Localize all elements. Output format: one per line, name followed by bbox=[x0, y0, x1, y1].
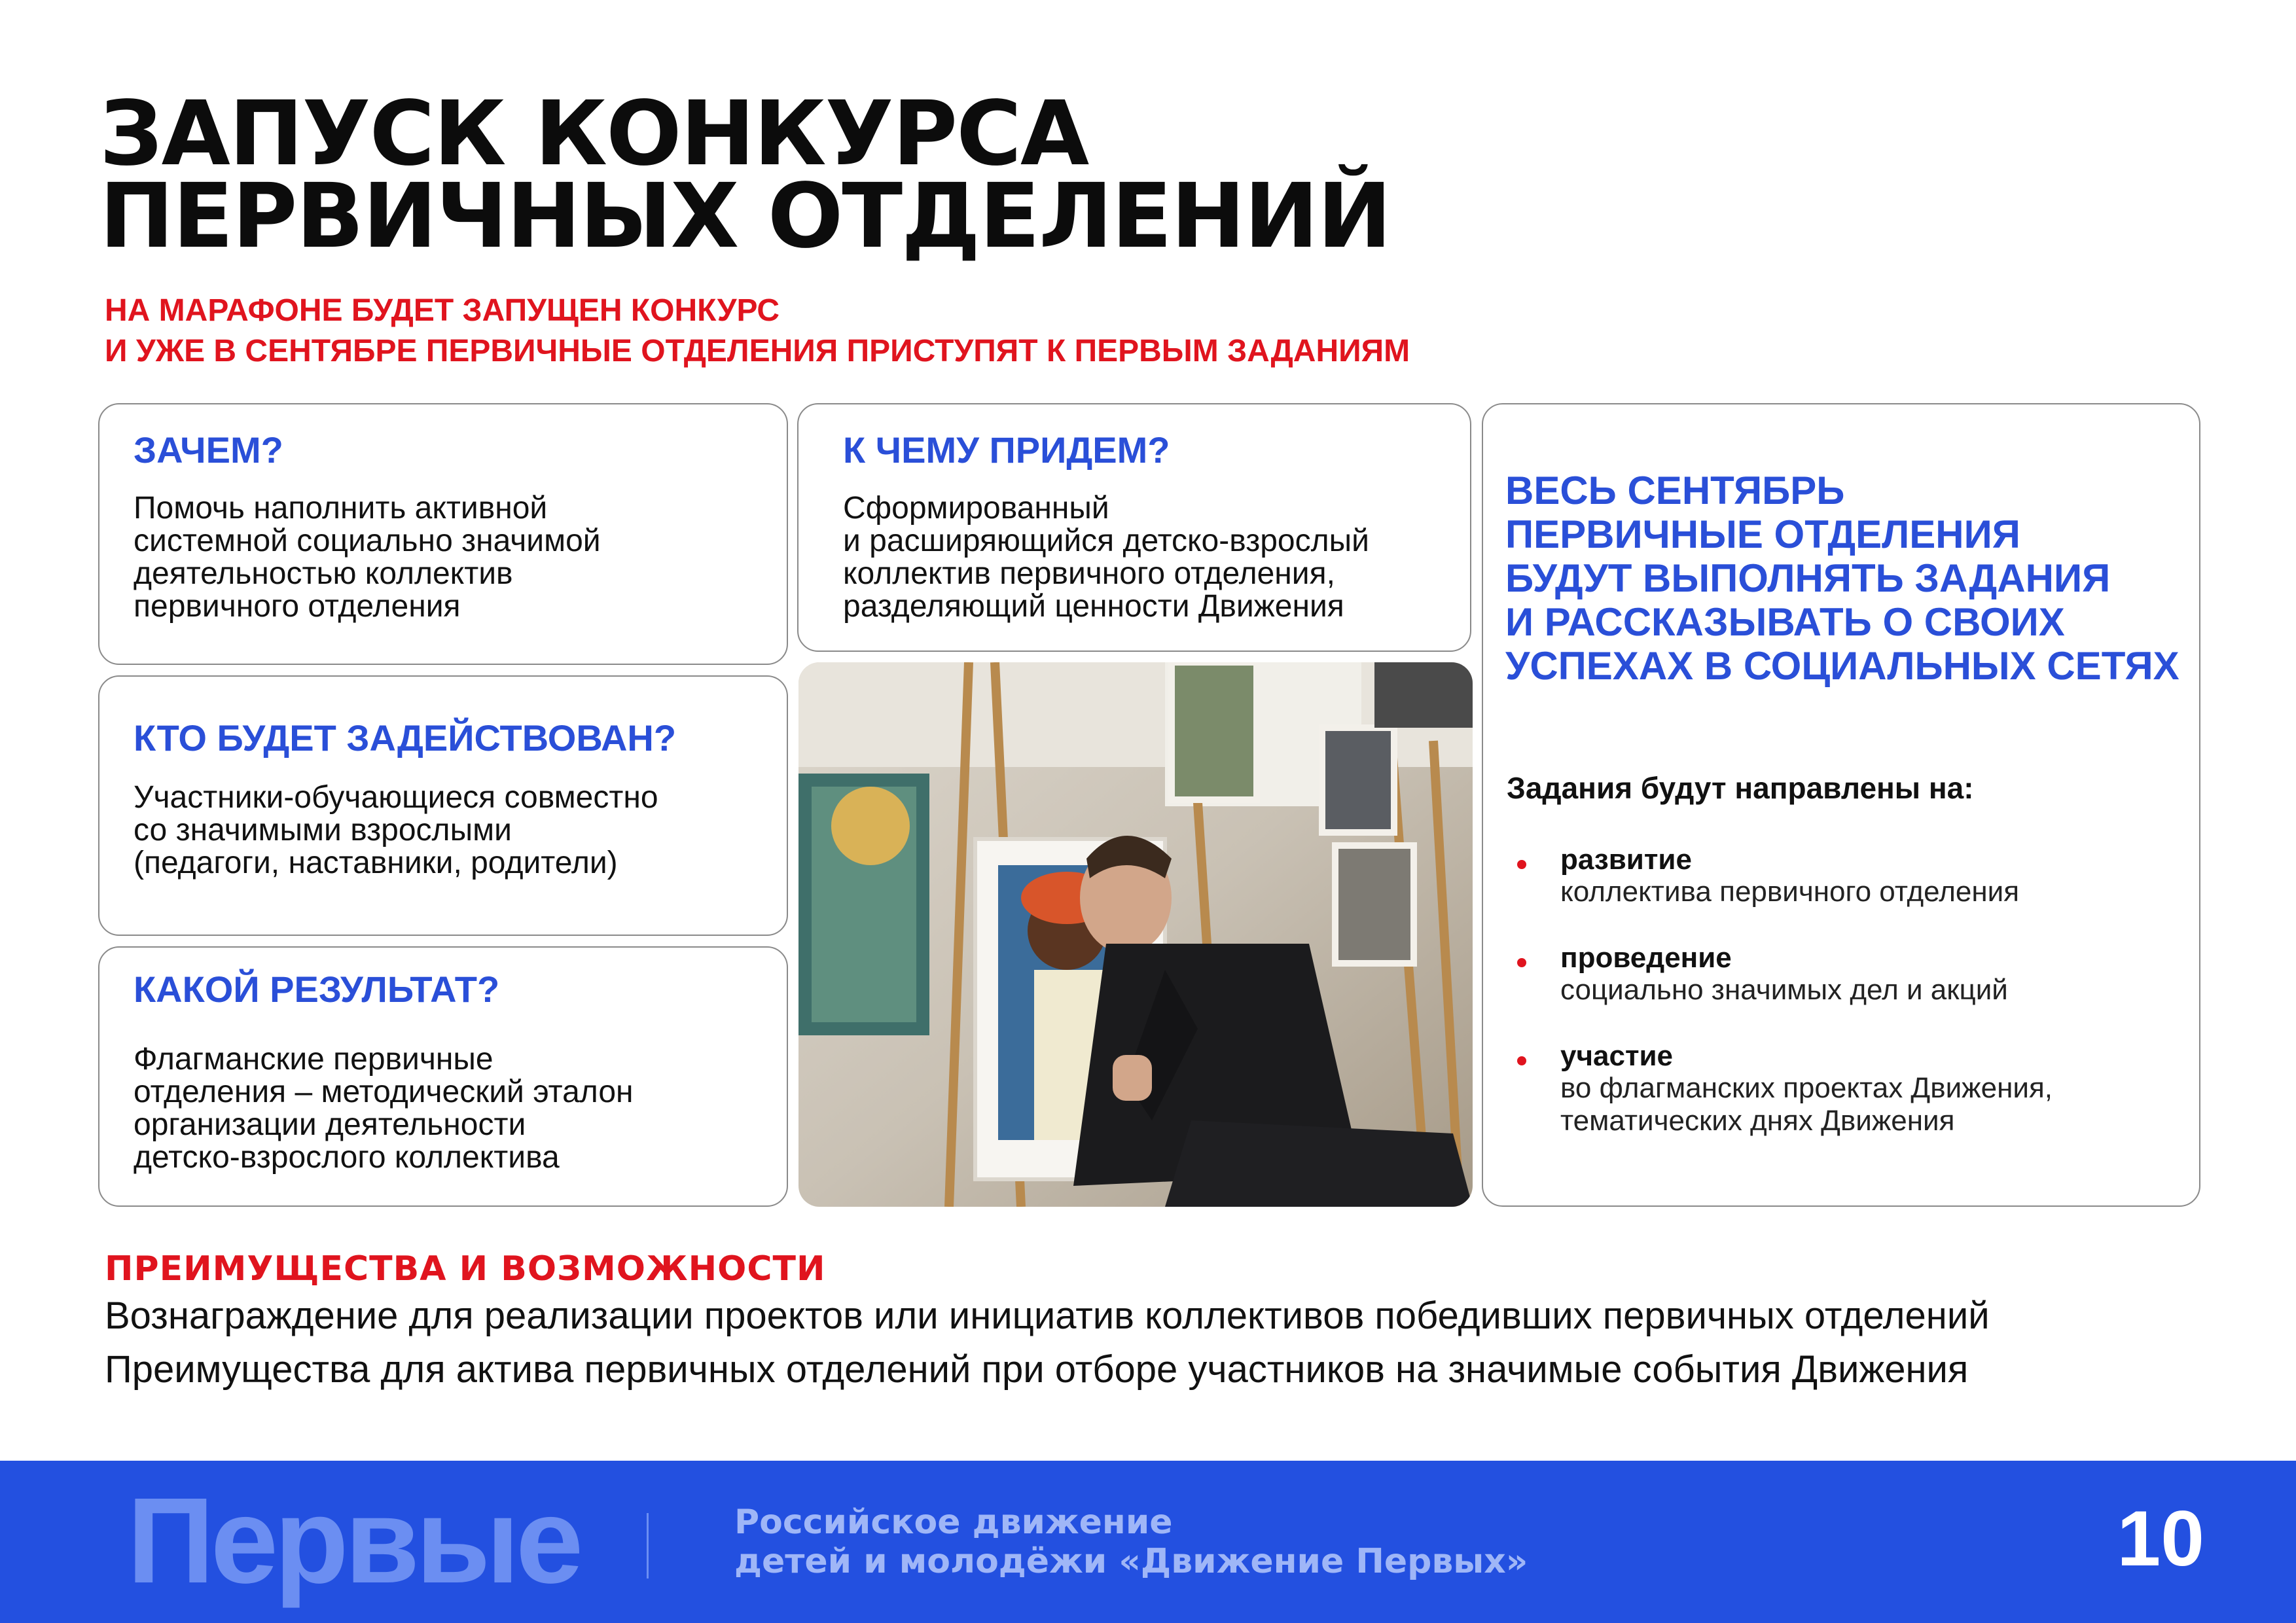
card-who-line: (педагоги, наставники, родители) bbox=[134, 846, 618, 880]
task-line: социально значимых дел и акций bbox=[1560, 974, 2008, 1006]
card-why-heading: ЗАЧЕМ? bbox=[134, 429, 283, 471]
task-line: тематических днях Движения bbox=[1560, 1105, 1955, 1137]
card-why-line: первичного отделения bbox=[134, 589, 461, 624]
card-who bbox=[98, 675, 788, 936]
page-title bbox=[99, 82, 1801, 268]
organization-name bbox=[734, 1503, 1528, 1581]
bullet-dot-icon bbox=[1517, 1056, 1526, 1065]
task-description bbox=[1560, 1072, 2162, 1137]
card-result-line: отделения – методический эталон bbox=[134, 1075, 634, 1109]
card-result bbox=[98, 946, 788, 1207]
page-subtitle-line-1: НА МАРАФОНЕ БУДЕТ ЗАПУЩЕН КОНКУРС bbox=[105, 293, 780, 328]
art-exhibition-photo bbox=[798, 662, 1473, 1207]
task-line: коллектива первичного отделения bbox=[1560, 876, 2020, 908]
organization-name-line-2: детей и молодёжи «Движение Первых» bbox=[734, 1542, 1528, 1581]
footer-divider bbox=[647, 1513, 649, 1578]
card-result-line: детско-взрослого коллектива bbox=[134, 1140, 560, 1175]
card-why-line: системной социально значимой bbox=[134, 524, 601, 558]
card-outcome-line: и расширяющийся детско-взрослый bbox=[843, 524, 1369, 558]
advantages-line-2: Преимущества для актива первичных отделений при отборе участников на значимые события Движения bbox=[105, 1348, 1969, 1391]
task-description bbox=[1560, 876, 2162, 908]
card-outcome-body bbox=[843, 492, 1444, 623]
card-result-heading: КАКОЙ РЕЗУЛЬТАТ? bbox=[134, 969, 500, 1010]
card-who-heading: КТО БУДЕТ ЗАДЕЙСТВОВАН? bbox=[134, 717, 677, 758]
card-outcome-line: разделяющий ценности Движения bbox=[843, 589, 1344, 624]
tasks-intro: Задания будут направлены на: bbox=[1507, 771, 1974, 805]
card-result-line: Флагманские первичные bbox=[134, 1042, 493, 1077]
advantages-heading: ПРЕИМУЩЕСТВА И ВОЗМОЖНОСТИ bbox=[105, 1249, 826, 1289]
bullet-dot-icon bbox=[1517, 958, 1526, 967]
card-outcome bbox=[797, 403, 1471, 652]
september-heading-line: ПЕРВИЧНЫЕ ОТДЕЛЕНИЯ bbox=[1505, 512, 2020, 556]
page-title-line-2: ПЕРВИЧНЫХ ОТДЕЛЕНИЙ bbox=[99, 165, 1391, 268]
task-title: проведение bbox=[1560, 942, 1732, 974]
organization-name-line-1: Российское движение bbox=[734, 1503, 1173, 1542]
september-heading-line: УСПЕХАХ В СОЦИАЛЬНЫХ СЕТЯХ bbox=[1505, 644, 2179, 688]
september-heading-line: ВЕСЬ СЕНТЯБРЬ bbox=[1505, 469, 1845, 512]
advantages-line-1: Вознаграждение для реализации проектов или инициатив коллективов победивших первичных отделений bbox=[105, 1294, 1990, 1337]
september-heading-line: БУДУТ ВЫПОЛНЯТЬ ЗАДАНИЯ bbox=[1505, 556, 2111, 600]
bullet-dot-icon bbox=[1517, 860, 1526, 869]
card-september bbox=[1482, 403, 2200, 1207]
card-outcome-line: коллектив первичного отделения, bbox=[843, 556, 1335, 591]
card-why bbox=[98, 403, 788, 665]
card-why-line: Помочь наполнить активной bbox=[134, 491, 548, 526]
card-outcome-line: Сформированный bbox=[843, 491, 1109, 526]
brand-logo: Первые bbox=[127, 1473, 580, 1609]
card-why-line: деятельностью коллектив bbox=[134, 556, 513, 591]
task-description bbox=[1560, 974, 2162, 1007]
card-who-body bbox=[134, 781, 761, 880]
task-title: участие bbox=[1560, 1040, 1674, 1072]
card-who-line: со значимыми взрослыми bbox=[134, 813, 512, 847]
page-subtitle-line-2: И УЖЕ В СЕНТЯБРЕ ПЕРВИЧНЫЕ ОТДЕЛЕНИЯ ПРИСТУПЯТ К ПЕРВЫМ ЗАДАНИЯМ bbox=[105, 334, 1410, 368]
task-line: во флагманских проектах Движения, bbox=[1560, 1072, 2053, 1104]
card-result-body bbox=[134, 1043, 761, 1174]
card-outcome-heading: К ЧЕМУ ПРИДЕМ? bbox=[843, 429, 1170, 471]
card-result-line: организации деятельности bbox=[134, 1107, 526, 1142]
page-number: 10 bbox=[2117, 1495, 2204, 1582]
task-title: развитие bbox=[1560, 844, 1692, 876]
footer-bar bbox=[0, 1461, 2296, 1623]
page-subtitle bbox=[105, 291, 1676, 372]
september-heading bbox=[1505, 469, 2179, 688]
september-heading-line: И РАССКАЗЫВАТЬ О СВОИХ bbox=[1505, 600, 2065, 644]
page-title-line-1: ЗАПУСК КОНКУРСА bbox=[99, 82, 1088, 186]
card-who-line: Участники-обучающиеся совместно bbox=[134, 780, 658, 815]
card-why-body bbox=[134, 492, 761, 623]
